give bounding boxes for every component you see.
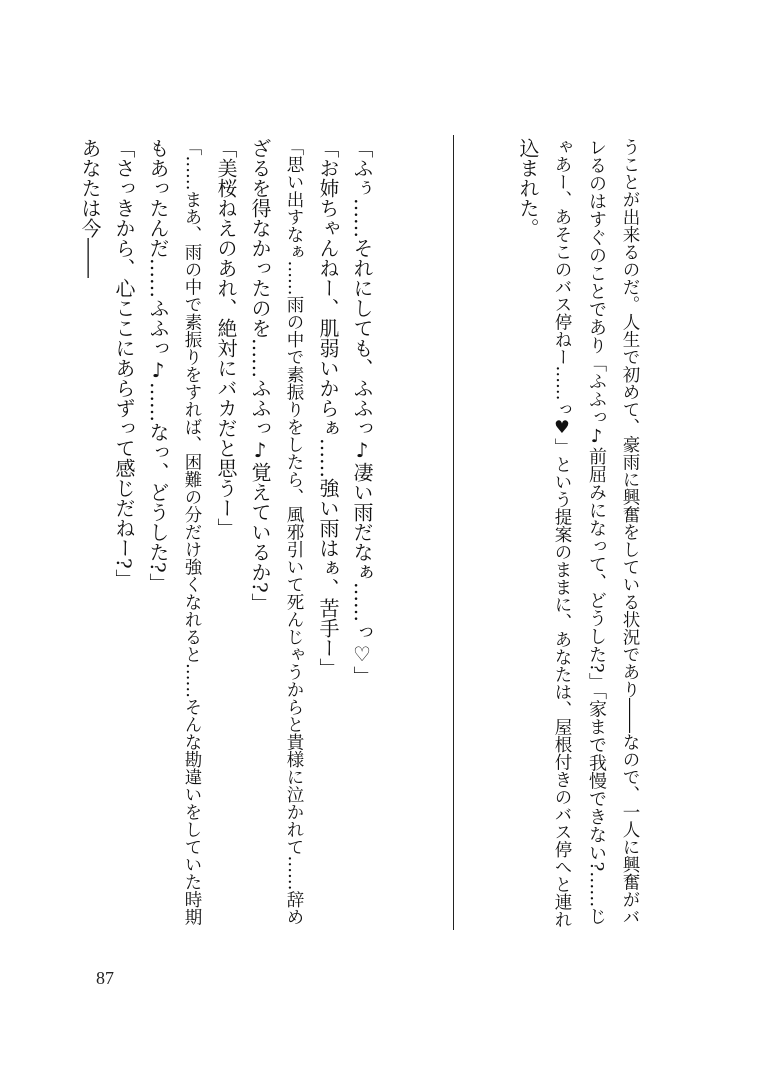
text-column-10: 「……まあ、雨の中で素振りをすれば、困難の分だけ強くなれると……そんな勘違いをしていた時期 [182,138,202,926]
text-column-4: 込まれた。 [516,138,540,238]
text-column-12: 「さっきから、心ここにあらずって感じだねー?」 [112,138,136,589]
text-column-13: あなたは今―― [78,138,102,278]
text-column-3: ゃあー、あそこのバス停ねー……っ♥」という提案のままに、あなたは、屋根付きのバス停へと連れ [552,138,572,928]
column-divider [453,135,454,930]
page-number: 87 [96,968,114,988]
text-column-6: 「お姉ちゃんねー、肌弱いからぁ……強い雨はぁ、苦手ー」 [316,138,340,678]
text-column-8: ざるを得なかったのを……ふふっ♪覚えているか?」 [248,138,272,613]
text-column-11: もあったんだ……ふふっ♪……なっ、どうした?」 [146,138,170,593]
text-column-2: レるのはすぐのことであり「ふふっ♪前屈みになって、どうした?」「家まで我慢できない?……じ [586,138,607,926]
text-column-9: 「美桜ねえのあれ、絶対にバカだと思うー」 [214,138,238,538]
text-column-1: うことが出来るのだ。人生で初めて、豪雨に興奮をしている状況であり――なので、一人に興奮がバ [620,138,640,926]
text-column-5: 「ふぅ……それにしても、ふふっ♪凄い雨だなぁ……っ♡」 [350,138,374,686]
text-column-7: 「思い出すなぁ……雨の中で素振りをしたら、風邪引いて死んじゃうからと貴様に泣かれて……辞め [284,138,304,926]
